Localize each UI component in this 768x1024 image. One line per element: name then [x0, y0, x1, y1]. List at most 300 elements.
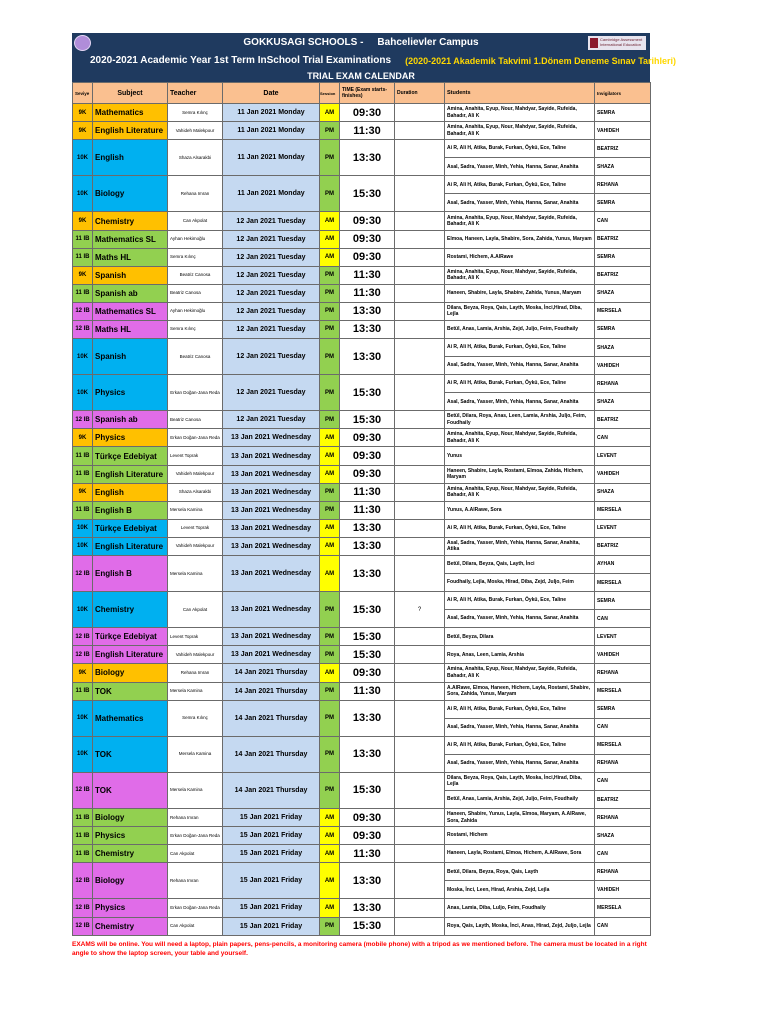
session-cell: PM — [320, 592, 340, 628]
level-cell: 11 IB — [73, 809, 93, 827]
date-cell: 12 Jan 2021 Tuesday — [223, 248, 320, 266]
subject-cell: English B — [93, 555, 168, 591]
school-name: GOKKUSAGI SCHOOLS - — [243, 36, 364, 48]
exam-row — [73, 465, 651, 483]
level-cell: 11 IB — [73, 827, 93, 845]
students-cell: Betül, Anas, Lamia, Arshia, Zejd, Juljo, Feim, Foudhaily — [445, 790, 595, 808]
teacher-cell: Rehana Imran — [168, 176, 223, 212]
exam-row — [73, 140, 651, 158]
students-cell: Ai R, Ali H, Atika, Burak, Furkan, Öykü, Ece, Taline — [445, 339, 595, 357]
duration-cell — [395, 772, 445, 808]
invigilator-cell: CAN — [595, 772, 651, 790]
date-cell: 12 Jan 2021 Tuesday — [223, 375, 320, 411]
duration-cell — [395, 899, 445, 917]
time-cell: 09:30 — [340, 465, 395, 483]
teacher-cell: Erkan Doğan-Jana Reda — [168, 375, 223, 411]
level-cell: 9K — [73, 122, 93, 140]
subject-cell: Maths HL — [93, 320, 168, 338]
duration-cell — [395, 917, 445, 935]
teacher-cell: Semra Kılınç — [168, 248, 223, 266]
session-cell: AM — [320, 248, 340, 266]
teacher-cell: Vahideh Malekpour — [168, 537, 223, 555]
subject-cell: Spanish — [93, 339, 168, 375]
time-cell: 09:30 — [340, 809, 395, 827]
exam-row — [73, 917, 651, 935]
level-cell: 12 IB — [73, 302, 93, 320]
session-cell: PM — [320, 266, 340, 284]
exam-row — [73, 555, 651, 573]
level-cell: 12 IB — [73, 863, 93, 899]
session-cell: AM — [320, 230, 340, 248]
session-cell: PM — [320, 646, 340, 664]
exam-row — [73, 700, 651, 718]
level-cell: 9K — [73, 429, 93, 447]
session-cell: PM — [320, 122, 340, 140]
teacher-cell: Levent Toprak — [168, 519, 223, 537]
duration-cell — [395, 429, 445, 447]
teacher-cell: Semra Kılınç — [168, 104, 223, 122]
subject-cell: Chemistry — [93, 917, 168, 935]
duration-cell — [395, 827, 445, 845]
subject-cell: Maths HL — [93, 248, 168, 266]
exam-row — [73, 483, 651, 501]
exam-row — [73, 212, 651, 230]
subject-cell: TOK — [93, 772, 168, 808]
invigilator-cell: SEMRA — [595, 248, 651, 266]
level-cell: 10K — [73, 375, 93, 411]
invigilator-cell: CAN — [595, 718, 651, 736]
time-cell: 13:30 — [340, 736, 395, 772]
col-teacher: Teacher — [168, 83, 223, 104]
session-cell: AM — [320, 845, 340, 863]
level-cell: 12 IB — [73, 555, 93, 591]
teacher-cell: Ayhan Hekimoğlu — [168, 302, 223, 320]
level-cell: 9K — [73, 104, 93, 122]
subject-cell: Chemistry — [93, 212, 168, 230]
duration-cell — [395, 664, 445, 682]
invigilator-cell: CAN — [595, 917, 651, 935]
date-cell: 11 Jan 2021 Monday — [223, 104, 320, 122]
date-cell: 12 Jan 2021 Tuesday — [223, 302, 320, 320]
subject-cell: Mathematics SL — [93, 302, 168, 320]
level-cell: 12 IB — [73, 628, 93, 646]
duration-cell — [395, 646, 445, 664]
students-cell: Roya, Qais, Layth, Moska, İnci, Anas, Hirad, Zejd, Juljo, Lejla — [445, 917, 595, 935]
date-cell: 13 Jan 2021 Wednesday — [223, 555, 320, 591]
invigilator-cell: MERSELA — [595, 682, 651, 700]
teacher-cell: Semra Kılınç — [168, 700, 223, 736]
invigilator-cell: BEATRIZ — [595, 411, 651, 429]
students-cell: Ai R, Ali H, Atika, Burak, Furkan, Öykü, Ece, Taline — [445, 176, 595, 194]
teacher-cell: Vahideh Malekpour — [168, 122, 223, 140]
exam-row — [73, 845, 651, 863]
level-cell: 11 IB — [73, 682, 93, 700]
invigilator-cell: MERSELA — [595, 736, 651, 754]
time-cell: 15:30 — [340, 646, 395, 664]
level-cell: 10K — [73, 176, 93, 212]
time-cell: 15:30 — [340, 592, 395, 628]
duration-cell — [395, 809, 445, 827]
level-cell: 10K — [73, 736, 93, 772]
time-cell: 09:30 — [340, 664, 395, 682]
col-subject: Subject — [93, 83, 168, 104]
date-cell: 15 Jan 2021 Friday — [223, 863, 320, 899]
date-cell: 15 Jan 2021 Friday — [223, 827, 320, 845]
invigilator-cell: REHANA — [595, 863, 651, 881]
subject-cell: English Literature — [93, 537, 168, 555]
level-cell: 11 IB — [73, 248, 93, 266]
subject-cell: English Literature — [93, 465, 168, 483]
invigilator-cell: CAN — [595, 429, 651, 447]
exam-row — [73, 429, 651, 447]
date-cell: 13 Jan 2021 Wednesday — [223, 465, 320, 483]
date-cell: 12 Jan 2021 Tuesday — [223, 320, 320, 338]
invigilator-cell: BEATRIZ — [595, 266, 651, 284]
subject-cell: Biology — [93, 176, 168, 212]
students-cell: Elmoa, Haneen, Layla, Shabire, Sora, Zahida, Yunus, Maryam — [445, 230, 595, 248]
session-cell: PM — [320, 176, 340, 212]
level-cell: 11 IB — [73, 501, 93, 519]
subject-cell: Spanish — [93, 266, 168, 284]
subject-cell: TOK — [93, 682, 168, 700]
duration-cell — [395, 555, 445, 591]
invigilator-cell: SEMRA — [595, 700, 651, 718]
time-cell: 09:30 — [340, 248, 395, 266]
exam-table — [72, 82, 651, 936]
invigilator-cell: SHAZA — [595, 284, 651, 302]
col-invigilators: Invigilators — [595, 83, 651, 104]
exam-row — [73, 501, 651, 519]
duration-cell — [395, 736, 445, 772]
date-cell: 15 Jan 2021 Friday — [223, 845, 320, 863]
duration-cell — [395, 501, 445, 519]
time-cell: 09:30 — [340, 429, 395, 447]
subject-cell: Spanish ab — [93, 411, 168, 429]
duration-cell — [395, 411, 445, 429]
subject-cell: Biology — [93, 863, 168, 899]
students-cell: Amina, Anahita, Eyup, Nour, Mahdyar, Sayide, Rufeida, Bahadır, Ali K — [445, 483, 595, 501]
invigilator-cell: CAN — [595, 212, 651, 230]
exam-row — [73, 447, 651, 465]
level-cell: 12 IB — [73, 917, 93, 935]
col-duration: Duration — [395, 83, 445, 104]
date-cell: 12 Jan 2021 Tuesday — [223, 230, 320, 248]
session-cell: PM — [320, 772, 340, 808]
session-cell: AM — [320, 809, 340, 827]
level-cell: 12 IB — [73, 411, 93, 429]
students-cell: Haneen, Shabire, Layla, Shabire, Zahida, Yunus, Maryam — [445, 284, 595, 302]
invigilator-cell: SHAZA — [595, 393, 651, 411]
teacher-cell: Vahideh Malekpour — [168, 646, 223, 664]
subject-cell: Türkçe Edebiyat — [93, 447, 168, 465]
level-cell: 9K — [73, 483, 93, 501]
date-cell: 13 Jan 2021 Wednesday — [223, 519, 320, 537]
students-cell: Dilara, Beyza, Roya, Qais, Layth, Moska, İnci,Hirad, Diba, Lejla — [445, 302, 595, 320]
time-cell: 13:30 — [340, 320, 395, 338]
teacher-cell: Beatriz Canosa — [168, 284, 223, 302]
invigilator-cell: REHANA — [595, 375, 651, 393]
students-cell: Ai R, Ali H, Atika, Burak, Furkan, Öykü, Ece, Taline — [445, 736, 595, 754]
time-cell: 11:30 — [340, 483, 395, 501]
duration-cell — [395, 682, 445, 700]
invigilator-cell: REHANA — [595, 754, 651, 772]
students-cell: Anas, Lamia, Diba, Luljo, Feim, Foudhaily — [445, 899, 595, 917]
time-cell: 09:30 — [340, 104, 395, 122]
subject-cell: Physics — [93, 375, 168, 411]
time-cell: 13:30 — [340, 555, 395, 591]
date-cell: 13 Jan 2021 Wednesday — [223, 592, 320, 628]
exam-row — [73, 772, 651, 790]
level-cell: 9K — [73, 266, 93, 284]
session-cell: PM — [320, 682, 340, 700]
date-cell: 11 Jan 2021 Monday — [223, 122, 320, 140]
col-students: Students — [445, 83, 595, 104]
level-cell: 11 IB — [73, 284, 93, 302]
subject-cell: Physics — [93, 429, 168, 447]
invigilator-cell: SEMRA — [595, 592, 651, 610]
teacher-cell: Beatriz Canosa — [168, 266, 223, 284]
exam-row — [73, 176, 651, 194]
date-cell: 15 Jan 2021 Friday — [223, 809, 320, 827]
invigilator-cell: LEVENT — [595, 519, 651, 537]
invigilator-cell: BEATRIZ — [595, 140, 651, 158]
col-time: TIME (Exam starts-finishes) — [340, 83, 395, 104]
level-cell: 11 IB — [73, 465, 93, 483]
level-cell: 11 IB — [73, 845, 93, 863]
time-cell: 15:30 — [340, 411, 395, 429]
invigilator-cell: MERSELA — [595, 899, 651, 917]
invigilator-cell: REHANA — [595, 176, 651, 194]
students-cell: Haneen, Shabire, Layla, Rostami, Elmoa, Zahida, Hichem, Maryam — [445, 465, 595, 483]
teacher-cell: Shaza Alsarakbi — [168, 483, 223, 501]
school-header — [72, 33, 650, 51]
subject-cell: English — [93, 483, 168, 501]
calendar-title: TRIAL EXAM CALENDAR — [72, 70, 650, 82]
session-cell: AM — [320, 519, 340, 537]
session-cell: PM — [320, 501, 340, 519]
date-cell: 14 Jan 2021 Thursday — [223, 736, 320, 772]
exam-row — [73, 302, 651, 320]
students-cell: Amina, Anahita, Eyup, Nour, Mahdyar, Sayide, Rufeida, Bahadır, Ali K — [445, 122, 595, 140]
date-cell: 13 Jan 2021 Wednesday — [223, 646, 320, 664]
session-cell: AM — [320, 555, 340, 591]
teacher-cell: Beatriz Canosa — [168, 339, 223, 375]
col-level: Seviye — [73, 83, 93, 104]
subject-cell: Biology — [93, 809, 168, 827]
time-cell: 11:30 — [340, 266, 395, 284]
exam-row — [73, 320, 651, 338]
col-session: Session — [320, 83, 340, 104]
session-cell: PM — [320, 628, 340, 646]
exam-row — [73, 248, 651, 266]
invigilator-cell: LEVENT — [595, 447, 651, 465]
invigilator-cell: SHAZA — [595, 339, 651, 357]
level-cell: 10K — [73, 339, 93, 375]
subject-cell: TOK — [93, 736, 168, 772]
students-cell: Asal, Sadra, Yasser, Minh, Yehia, Hanna, Sanar, Anahita — [445, 158, 595, 176]
time-cell: 11:30 — [340, 845, 395, 863]
time-cell: 13:30 — [340, 140, 395, 176]
exam-row — [73, 592, 651, 610]
duration-cell — [395, 700, 445, 736]
session-cell: PM — [320, 700, 340, 736]
date-cell: 12 Jan 2021 Tuesday — [223, 339, 320, 375]
time-cell: 13:30 — [340, 863, 395, 899]
exam-row — [73, 266, 651, 284]
subject-cell: Mathematics — [93, 104, 168, 122]
invigilator-cell: LEVENT — [595, 628, 651, 646]
time-cell: 11:30 — [340, 682, 395, 700]
date-cell: 11 Jan 2021 Monday — [223, 176, 320, 212]
teacher-cell: Erkan Doğan-Jana Reda — [168, 429, 223, 447]
exam-row — [73, 827, 651, 845]
teacher-cell: Rehana Imran — [168, 809, 223, 827]
column-header-row — [73, 83, 651, 104]
subject-cell: Mathematics SL — [93, 230, 168, 248]
teacher-cell: Mersela Kamina — [168, 772, 223, 808]
invigilator-cell: VAHIDEH — [595, 881, 651, 899]
session-cell: PM — [320, 302, 340, 320]
footer-note: EXAMS will be online. You will need a laptop, plain papers, pens-pencils, a monitoring camera (mobile phone) with a tripod as we mentioned before. The camera must be located in a right angle to show the laptop screen, your table and yourself. — [72, 941, 647, 957]
teacher-cell: Vahideh Malekpour — [168, 465, 223, 483]
session-cell: PM — [320, 320, 340, 338]
cambridge-logo-text: Cambridge Assessment International Education — [600, 37, 643, 47]
session-cell: AM — [320, 212, 340, 230]
teacher-cell: Beatriz Canosa — [168, 411, 223, 429]
date-cell: 14 Jan 2021 Thursday — [223, 700, 320, 736]
time-cell: 09:30 — [340, 827, 395, 845]
time-cell: 09:30 — [340, 212, 395, 230]
subject-cell: Chemistry — [93, 845, 168, 863]
duration-cell — [395, 845, 445, 863]
students-cell: Betül, Dilara, Roya, Anas, Leen, Lamia, Arshia, Juljo, Feim, Foudhaily — [445, 411, 595, 429]
time-cell: 11:30 — [340, 122, 395, 140]
students-cell: Ai R, Ali H, Atika, Burak, Furkan, Öykü, Ece, Taline — [445, 700, 595, 718]
time-cell: 13:30 — [340, 899, 395, 917]
session-cell: PM — [320, 339, 340, 375]
invigilator-cell: MERSELA — [595, 501, 651, 519]
date-cell: 13 Jan 2021 Wednesday — [223, 628, 320, 646]
subject-cell: Chemistry — [93, 592, 168, 628]
session-cell: AM — [320, 827, 340, 845]
students-cell: Asal, Sadra, Yasser, Minh, Yehia, Hanna, Sanar, Anahita — [445, 393, 595, 411]
students-cell: Ai R, Ali H, Atika, Burak, Furkan, Öykü, Ece, Taline — [445, 519, 595, 537]
session-cell: PM — [320, 736, 340, 772]
date-cell: 15 Jan 2021 Friday — [223, 899, 320, 917]
duration-cell — [395, 176, 445, 212]
session-cell: AM — [320, 537, 340, 555]
session-cell: AM — [320, 664, 340, 682]
invigilator-cell: REHANA — [595, 664, 651, 682]
students-cell: Asal, Sadra, Yasser, Minh, Yehia, Hanna, Sanar, Anahita — [445, 718, 595, 736]
col-date: Date — [223, 83, 320, 104]
subject-cell: Biology — [93, 664, 168, 682]
students-cell: Haneen, Shabire, Yunus, Layla, Elmoa, Maryam, A.AlRawe, Sora, Zahida — [445, 809, 595, 827]
students-cell: Ai R, Ali H, Atika, Burak, Furkan, Öykü, Ece, Taline — [445, 592, 595, 610]
cambridge-crest-icon — [590, 38, 598, 48]
duration-cell — [395, 266, 445, 284]
subject-cell: English Literature — [93, 646, 168, 664]
students-cell: Yunus, A.AlRawe, Sora — [445, 501, 595, 519]
subject-cell: Türkçe Edebiyat — [93, 519, 168, 537]
session-cell: PM — [320, 917, 340, 935]
date-cell: 13 Jan 2021 Wednesday — [223, 501, 320, 519]
exam-row — [73, 537, 651, 555]
teacher-cell: Rehana Imran — [168, 664, 223, 682]
title-en: 2020-2021 Academic Year 1st Term InSchool Trial Examinations — [90, 55, 392, 66]
invigilator-cell: SEMRA — [595, 104, 651, 122]
campus-name: Bahcelievler Campus — [377, 36, 479, 48]
duration-cell — [395, 375, 445, 411]
time-cell: 13:30 — [340, 339, 395, 375]
teacher-cell: Levent Toprak — [168, 628, 223, 646]
invigilator-cell: AYHAN — [595, 555, 651, 573]
invigilator-cell: SEMRA — [595, 194, 651, 212]
invigilator-cell: VAHIDEH — [595, 357, 651, 375]
students-cell: Betül, Dilara, Beyza, Roya, Qais, Layth — [445, 863, 595, 881]
duration-cell — [395, 447, 445, 465]
exam-row — [73, 736, 651, 754]
level-cell: 10K — [73, 592, 93, 628]
exam-row — [73, 284, 651, 302]
exam-row — [73, 628, 651, 646]
date-cell: 14 Jan 2021 Thursday — [223, 664, 320, 682]
duration-cell — [395, 302, 445, 320]
session-cell: AM — [320, 447, 340, 465]
date-cell: 12 Jan 2021 Tuesday — [223, 411, 320, 429]
students-cell: Asal, Sadra, Yasser, Minh, Yehia, Hanna, Sanar, Anahita, Atika — [445, 537, 595, 555]
subject-cell: English Literature — [93, 122, 168, 140]
students-cell: Asal, Sadra, Yasser, Minh, Yehia, Hanna, Sanar, Anahita — [445, 610, 595, 628]
students-cell: Betül, Anas, Lamia, Arshia, Zejd, Juljo, Feim, Foudhaily — [445, 320, 595, 338]
level-cell: 10K — [73, 519, 93, 537]
duration-cell — [395, 140, 445, 176]
duration-cell — [395, 483, 445, 501]
exam-row — [73, 104, 651, 122]
exam-row — [73, 375, 651, 393]
time-cell: 15:30 — [340, 628, 395, 646]
teacher-cell: Mersela Kamina — [168, 736, 223, 772]
duration-cell — [395, 628, 445, 646]
invigilator-cell: VAHIDEH — [595, 122, 651, 140]
duration-cell — [395, 122, 445, 140]
level-cell: 12 IB — [73, 772, 93, 808]
level-cell: 11 IB — [73, 447, 93, 465]
invigilator-cell: SHAZA — [595, 158, 651, 176]
teacher-cell: Erkan Doğan-Jana Reda — [168, 827, 223, 845]
teacher-cell: Semra Kılınç — [168, 320, 223, 338]
duration-cell — [395, 537, 445, 555]
students-cell: Amina, Anahita, Eyup, Nour, Mahdyar, Sayide, Rufeida, Bahadır, Ali K — [445, 266, 595, 284]
students-cell: Rostami, Hichem, A.AlRawe — [445, 248, 595, 266]
teacher-cell: Can Akpolat — [168, 917, 223, 935]
date-cell: 12 Jan 2021 Tuesday — [223, 266, 320, 284]
exam-row — [73, 899, 651, 917]
teacher-cell: Rehana Imran — [168, 863, 223, 899]
date-cell: 13 Jan 2021 Wednesday — [223, 483, 320, 501]
invigilator-cell: SHAZA — [595, 483, 651, 501]
teacher-cell: Can Akpolat — [168, 212, 223, 230]
subject-cell: Mathematics — [93, 700, 168, 736]
invigilator-cell: CAN — [595, 845, 651, 863]
time-cell: 15:30 — [340, 176, 395, 212]
students-cell: Roya, Anas, Leen, Lamia, Arshia — [445, 646, 595, 664]
time-cell: 13:30 — [340, 519, 395, 537]
duration-cell — [395, 465, 445, 483]
invigilator-cell: VAHIDEH — [595, 465, 651, 483]
exam-row — [73, 411, 651, 429]
session-cell: AM — [320, 104, 340, 122]
